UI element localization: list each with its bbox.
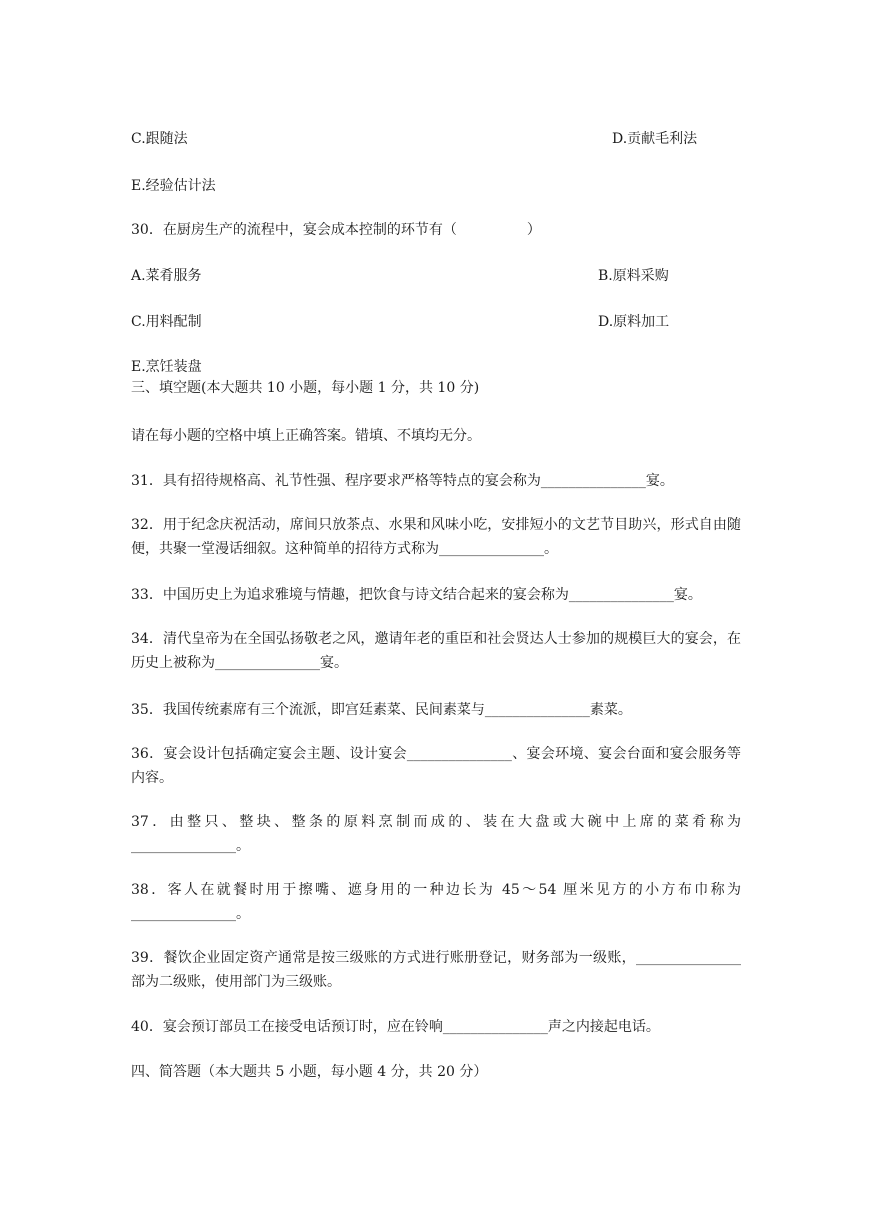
q29-option-c: C.跟随法 [131, 131, 188, 147]
question-36: 36．宴会设计包括确定宴会主题、设计宴会_______________、宴会环境、宴会台面和宴会服务等内容。 [131, 746, 741, 786]
q30-stem: 30．在厨房生产的流程中，宴会成本控制的环节有（ ） [131, 222, 541, 238]
section4-heading: 四、简答题（本大题共 5 小题，每小题 4 分，共 20 分） [131, 1064, 488, 1080]
q30-option-d: D.原料加工 [598, 314, 670, 330]
question-34: 34．清代皇帝为在全国弘扬敬老之风，邀请年老的重臣和社会贤达人士参加的规模巨大的宴会，在历史上被称为_______________宴。 [131, 631, 741, 671]
section3-instruction: 请在每小题的空格中填上正确答案。错填、不填均无分。 [131, 428, 481, 444]
q30-option-a: A.菜肴服务 [131, 268, 202, 284]
question-31: 31．具有招待规格高、礼节性强、程序要求严格等特点的宴会称为_______________宴。 [131, 473, 674, 489]
section3-heading: 三、填空题(本大题共 10 小题，每小题 1 分，共 10 分) [131, 380, 480, 396]
question-38: 38．客人在就餐时用于擦嘴、遮身用的一种边长为 45～54 厘米见方的小方布巾称为_______________。 [131, 882, 741, 922]
question-35: 35．我国传统素席有三个流派，即宫廷素菜、民间素菜与_______________素菜。 [131, 702, 632, 718]
q30-option-c: C.用料配制 [131, 314, 202, 330]
q30-option-b: B.原料采购 [598, 268, 669, 284]
q30-option-e: E.烹饪装盘 [131, 359, 202, 375]
q29-option-e: E.经验估计法 [131, 178, 216, 194]
question-39: 39．餐饮企业固定资产通常是按三级账的方式进行账册登记，财务部为一级账，_______________部为二级账，使用部门为三级账。 [131, 950, 741, 990]
question-32: 32．用于纪念庆祝活动，席间只放茶点、水果和风味小吃，安排短小的文艺节目助兴，形式自由随便，共聚一堂漫话细叙。这种简单的招待方式称为_______________。 [131, 517, 741, 557]
q29-option-d: D.贡献毛利法 [612, 131, 698, 147]
question-37: 37．由整只、整块、整条的原料烹制而成的、装在大盘或大碗中上席的菜肴称为_______________。 [131, 814, 741, 854]
question-33: 33．中国历史上为追求雅境与情趣，把饮食与诗文结合起来的宴会称为_______________宴。 [131, 587, 702, 603]
question-40: 40．宴会预订部员工在接受电话预订时，应在铃响_______________声之内接起电话。 [131, 1019, 660, 1035]
